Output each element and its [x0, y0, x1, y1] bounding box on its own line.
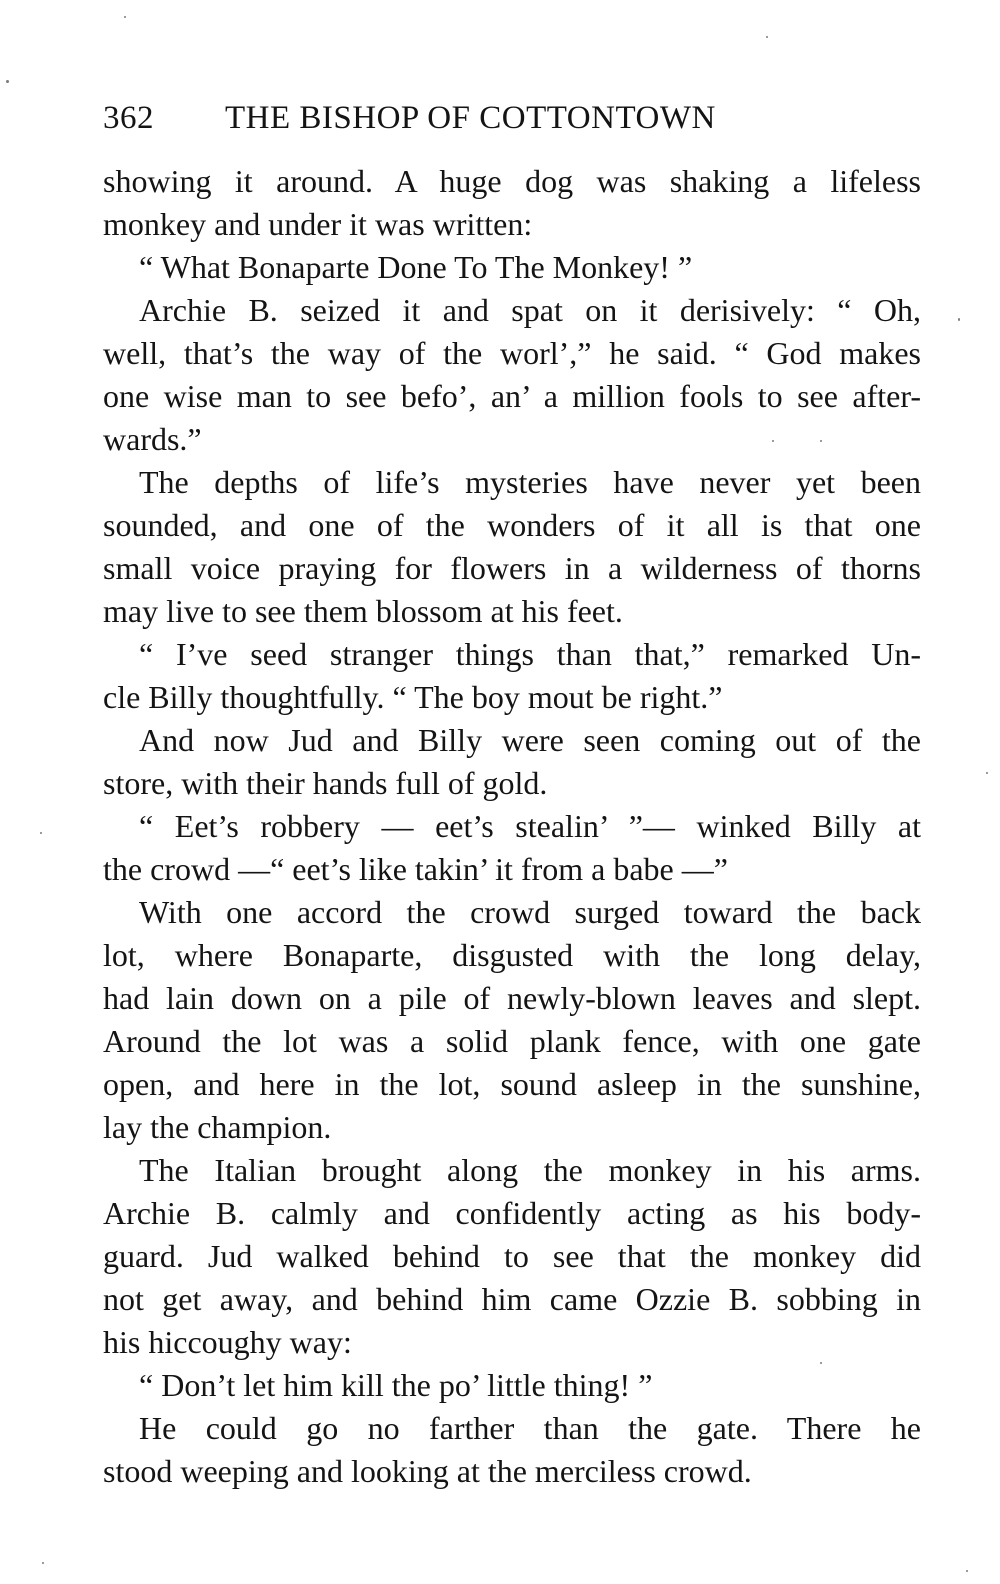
text-line: The Italian brought along the monkey in his arms.	[139, 1152, 921, 1188]
scan-speck	[820, 1362, 822, 1364]
text-line: Archie B. calmly and confidently acting as his body-	[103, 1195, 921, 1231]
text-line: “ What Bonaparte Done To The Monkey! ”	[139, 249, 693, 285]
text-line: guard. Jud walked behind to see that the monkey did	[103, 1238, 921, 1274]
book-title: THE BISHOP OF COTTONTOWN	[225, 100, 716, 136]
scan-speck	[986, 772, 988, 774]
text-line: lot, where Bonaparte, disgusted with the long delay,	[103, 937, 921, 973]
text-line: had lain down on a pile of newly-blown leaves and slept.	[103, 980, 921, 1016]
text-line: And now Jud and Billy were seen coming out of the	[139, 722, 921, 758]
text-line: The depths of life’s mysteries have never yet been	[139, 464, 921, 500]
text-line: one wise man to see befo’, an’ a million fools to see after-	[103, 378, 921, 414]
text-line: “ Don’t let him kill the po’ little thing! ”	[139, 1367, 653, 1403]
text-line: small voice praying for flowers in a wilderness of thorns	[103, 550, 921, 586]
text-line: showing it around. A huge dog was shaking a lifeless	[103, 163, 921, 199]
text-line: store, with their hands full of gold.	[103, 765, 548, 801]
scan-speck	[6, 80, 9, 83]
text-line: open, and here in the lot, sound asleep in the sunshine,	[103, 1066, 921, 1102]
text-line: monkey and under it was written:	[103, 206, 533, 242]
scan-speck	[772, 440, 774, 442]
scan-speck	[820, 440, 822, 442]
body-text	[103, 160, 921, 1493]
text-line: not get away, and behind him came Ozzie B. sobbing in	[103, 1281, 921, 1317]
scan-speck	[124, 16, 126, 18]
text-line: stood weeping and looking at the merciless crowd.	[103, 1453, 752, 1489]
text-line: With one accord the crowd surged toward the back	[139, 894, 921, 930]
text-line: “ Eet’s robbery — eet’s stealin’ ”— winked Billy at	[139, 808, 921, 844]
scan-speck	[40, 832, 42, 834]
scan-speck	[966, 1570, 968, 1572]
text-line: his hiccoughy way:	[103, 1324, 352, 1360]
text-line: well, that’s the way of the worl’,” he said. “ God makes	[103, 335, 921, 371]
page-number: 362	[103, 100, 154, 136]
text-line: He could go no farther than the gate. There he	[139, 1410, 921, 1446]
text-line: wards.”	[103, 421, 202, 457]
text-line: sounded, and one of the wonders of it all is that one	[103, 507, 921, 543]
text-line: Archie B. seized it and spat on it derisively: “ Oh,	[139, 292, 921, 328]
scan-speck	[958, 318, 960, 321]
text-line: “ I’ve seed stranger things than that,” remarked Un-	[139, 636, 921, 672]
text-line: the crowd —“ eet’s like takin’ it from a babe —”	[103, 851, 728, 887]
text-line: cle Billy thoughtfully. “ The boy mout be right.”	[103, 679, 723, 715]
running-head	[103, 94, 923, 142]
scan-speck	[42, 1562, 44, 1564]
text-line: Around the lot was a solid plank fence, with one gate	[103, 1023, 921, 1059]
text-line: lay the champion.	[103, 1109, 332, 1145]
text-line: may live to see them blossom at his feet.	[103, 593, 623, 629]
scan-speck	[766, 36, 768, 38]
